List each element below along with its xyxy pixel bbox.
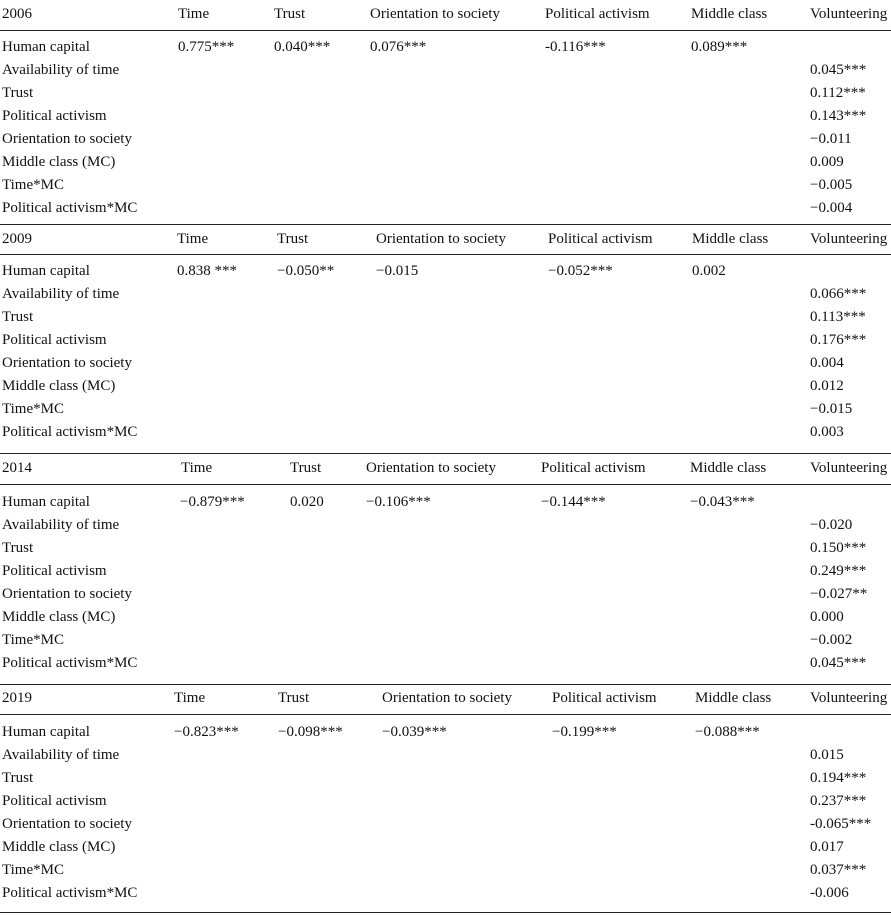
table-row — [0, 630, 891, 653]
cell-volunteering: 0.012 — [810, 378, 844, 394]
cell-volunteering: 0.037*** — [810, 862, 867, 878]
cell-volunteering: 0.150*** — [810, 540, 867, 556]
row-label: Availability of time — [2, 62, 120, 78]
cell-volunteering: 0.066*** — [810, 286, 867, 302]
panel-header-row — [0, 4, 891, 28]
panel-divider — [0, 453, 891, 454]
table-row — [0, 860, 891, 883]
cell-volunteering: 0.000 — [810, 609, 844, 625]
col-header-orientation: Orientation to society — [376, 231, 506, 247]
col-header-volunteering: Volunteering — [810, 6, 888, 22]
col-header-time: Time — [178, 6, 210, 22]
table-row-human-capital — [0, 37, 891, 60]
table-row — [0, 376, 891, 399]
cell-middle-class: 0.002 — [692, 263, 726, 279]
table-row — [0, 653, 891, 676]
table-bottom-rule — [0, 912, 891, 913]
table-row — [0, 837, 891, 860]
header-rule — [0, 254, 891, 255]
year-label: 2019 — [2, 690, 32, 706]
row-label: Time*MC — [2, 177, 64, 193]
row-label: Trust — [2, 770, 34, 786]
row-label: Time*MC — [2, 862, 64, 878]
cell-trust: −0.098*** — [278, 724, 343, 740]
table-row — [0, 422, 891, 445]
cell-volunteering: 0.176*** — [810, 332, 867, 348]
col-header-middle-class: Middle class — [690, 460, 767, 476]
table-row — [0, 198, 891, 221]
col-header-middle-class: Middle class — [695, 690, 772, 706]
table-row — [0, 399, 891, 422]
cell-orientation: −0.015 — [376, 263, 419, 279]
row-label: Time*MC — [2, 632, 64, 648]
cell-political-activism: −0.144*** — [541, 494, 606, 510]
col-header-political-activism: Political activism — [552, 690, 657, 706]
table-row — [0, 129, 891, 152]
row-label: Orientation to society — [2, 355, 132, 371]
panel-divider — [0, 224, 891, 225]
cell-volunteering: 0.045*** — [810, 62, 867, 78]
cell-volunteering: 0.015 — [810, 747, 844, 763]
cell-orientation: −0.039*** — [382, 724, 447, 740]
cell-volunteering: −0.005 — [810, 177, 853, 193]
table-row — [0, 330, 891, 353]
col-header-trust: Trust — [274, 6, 306, 22]
row-label: Human capital — [2, 494, 90, 510]
cell-trust: 0.020 — [290, 494, 324, 510]
cell-orientation: −0.106*** — [366, 494, 431, 510]
row-label: Middle class (MC) — [2, 154, 116, 170]
table-row — [0, 561, 891, 584]
table-row — [0, 307, 891, 330]
cell-volunteering: −0.015 — [810, 401, 853, 417]
cell-volunteering: 0.194*** — [810, 770, 867, 786]
cell-time: 0.838 *** — [177, 263, 237, 279]
table-row — [0, 60, 891, 83]
header-rule — [0, 714, 891, 715]
row-label: Political activism — [2, 332, 107, 348]
col-header-time: Time — [174, 690, 206, 706]
row-label: Political activism — [2, 793, 107, 809]
row-label: Availability of time — [2, 286, 120, 302]
row-label: Middle class (MC) — [2, 378, 116, 394]
col-header-political-activism: Political activism — [548, 231, 653, 247]
cell-trust: 0.040*** — [274, 39, 331, 55]
year-label: 2006 — [2, 6, 32, 22]
col-header-time: Time — [177, 231, 209, 247]
cell-trust: −0.050** — [277, 263, 335, 279]
cell-volunteering: −0.004 — [810, 200, 853, 216]
row-label: Availability of time — [2, 747, 120, 763]
row-label: Political activism*MC — [2, 655, 138, 671]
col-header-volunteering: Volunteering — [810, 690, 888, 706]
row-label: Trust — [2, 309, 34, 325]
row-label: Orientation to society — [2, 816, 132, 832]
table-row-human-capital — [0, 261, 891, 284]
cell-political-activism: −0.052*** — [548, 263, 613, 279]
col-header-volunteering: Volunteering — [810, 460, 888, 476]
table-row — [0, 106, 891, 129]
cell-middle-class: 0.089*** — [691, 39, 748, 55]
cell-volunteering: 0.237*** — [810, 793, 867, 809]
row-label: Trust — [2, 540, 34, 556]
table-row — [0, 745, 891, 768]
col-header-middle-class: Middle class — [691, 6, 768, 22]
cell-volunteering: -0.006 — [810, 885, 849, 901]
table-row — [0, 284, 891, 307]
row-label: Middle class (MC) — [2, 609, 116, 625]
panel-header-row — [0, 229, 891, 253]
cell-middle-class: −0.043*** — [690, 494, 755, 510]
table-row — [0, 791, 891, 814]
cell-volunteering: 0.017 — [810, 839, 844, 855]
row-label: Political activism*MC — [2, 200, 138, 216]
table-row — [0, 768, 891, 791]
cell-volunteering: −0.011 — [810, 131, 852, 147]
row-label: Political activism*MC — [2, 424, 138, 440]
cell-volunteering: 0.003 — [810, 424, 844, 440]
cell-volunteering: 0.045*** — [810, 655, 867, 671]
cell-orientation: 0.076*** — [370, 39, 427, 55]
col-header-middle-class: Middle class — [692, 231, 769, 247]
table-row — [0, 584, 891, 607]
table-row — [0, 83, 891, 106]
table-row — [0, 175, 891, 198]
panel-header-row — [0, 688, 891, 712]
row-label: Political activism — [2, 563, 107, 579]
table-row — [0, 538, 891, 561]
cell-time: −0.879*** — [180, 494, 245, 510]
col-header-political-activism: Political activism — [541, 460, 646, 476]
row-label: Human capital — [2, 263, 90, 279]
header-rule — [0, 484, 891, 485]
row-label: Human capital — [2, 39, 90, 55]
row-label: Orientation to society — [2, 131, 132, 147]
table-row-human-capital — [0, 722, 891, 745]
cell-time: 0.775*** — [178, 39, 235, 55]
col-header-trust: Trust — [277, 231, 309, 247]
table-row-human-capital — [0, 492, 891, 515]
cell-volunteering: 0.009 — [810, 154, 844, 170]
row-label: Orientation to society — [2, 586, 132, 602]
col-header-trust: Trust — [278, 690, 310, 706]
col-header-trust: Trust — [290, 460, 322, 476]
cell-volunteering: 0.113*** — [810, 309, 866, 325]
row-label: Human capital — [2, 724, 90, 740]
cell-time: −0.823*** — [174, 724, 239, 740]
cell-volunteering: 0.112*** — [810, 85, 866, 101]
cell-volunteering: -0.065*** — [810, 816, 872, 832]
cell-political-activism: -0.116*** — [545, 39, 606, 55]
col-header-political-activism: Political activism — [545, 6, 650, 22]
col-header-volunteering: Volunteering — [810, 231, 888, 247]
panel-divider — [0, 684, 891, 685]
cell-volunteering: −0.020 — [810, 517, 853, 533]
table-row — [0, 883, 891, 906]
col-header-orientation: Orientation to society — [370, 6, 500, 22]
table-row — [0, 353, 891, 376]
cell-volunteering: −0.027** — [810, 586, 868, 602]
table-row — [0, 152, 891, 175]
year-label: 2009 — [2, 231, 32, 247]
row-label: Political activism — [2, 108, 107, 124]
row-label: Availability of time — [2, 517, 120, 533]
row-label: Time*MC — [2, 401, 64, 417]
panel-header-row — [0, 458, 891, 482]
col-header-orientation: Orientation to society — [366, 460, 496, 476]
table-row — [0, 814, 891, 837]
row-label: Middle class (MC) — [2, 839, 116, 855]
header-rule — [0, 30, 891, 31]
table-row — [0, 515, 891, 538]
cell-volunteering: 0.143*** — [810, 108, 867, 124]
cell-volunteering: 0.249*** — [810, 563, 867, 579]
year-label: 2014 — [2, 460, 32, 476]
col-header-orientation: Orientation to society — [382, 690, 512, 706]
col-header-time: Time — [181, 460, 213, 476]
cell-middle-class: −0.088*** — [695, 724, 760, 740]
cell-political-activism: −0.199*** — [552, 724, 617, 740]
row-label: Political activism*MC — [2, 885, 138, 901]
cell-volunteering: 0.004 — [810, 355, 844, 371]
row-label: Trust — [2, 85, 34, 101]
cell-volunteering: −0.002 — [810, 632, 853, 648]
table-row — [0, 607, 891, 630]
